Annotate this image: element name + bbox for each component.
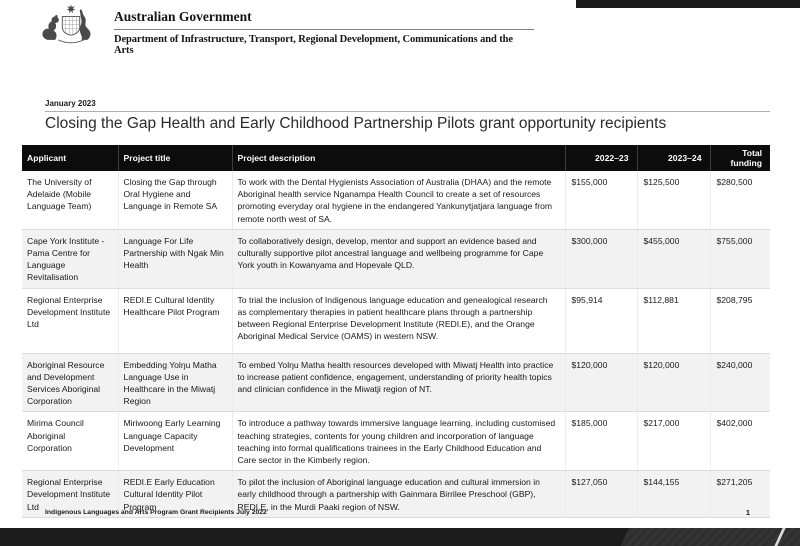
funding-2023-24-cell: $120,000 [637,353,710,412]
date-label: January 2023 [45,99,96,108]
funding-2022-23-cell: $300,000 [565,229,637,288]
funding-2023-24-cell: $125,500 [637,171,710,229]
government-title: Australian Government [114,9,534,30]
funding-2022-23-cell: $185,000 [565,412,637,471]
table-header-row [22,145,770,171]
applicant-cell: Regional Enterprise Development Institute Ltd [22,288,118,353]
applicant-cell: Aboriginal Resource and Development Services Aboriginal Corporation [22,353,118,412]
project-description-cell: To embed Yolŋu Matha health resources developed with Miwatj Health into practice to increase patient confidence, engagement, understanding of priority health topics and clinician confidence in the Miwatji region of NT. [232,353,565,412]
total-funding-cell: $240,000 [710,353,770,412]
government-header [36,3,534,57]
page-title: Closing the Gap Health and Early Childhood Partnership Pilots grant opportunity recipients [45,115,667,132]
total-funding-cell: $280,500 [710,171,770,229]
bottom-accent-bar [0,528,800,546]
funding-2022-23-cell: $155,000 [565,171,637,229]
table-row [22,288,770,353]
footer-document-reference: Indigenous Languages and Arts Program Grant Recipients July 2022 [45,509,267,516]
funding-2022-23-cell: $120,000 [565,353,637,412]
header-rule [45,111,770,112]
column-header-2022-23: 2022–23 [565,145,637,171]
total-funding-cell: $271,205 [710,471,770,518]
shield-icon [62,17,80,36]
page-number: 1 [745,508,750,517]
emu-icon [80,9,91,39]
total-funding-cell: $402,000 [710,412,770,471]
department-name: Department of Infrastructure, Transport, Regional Development, Communications and the Arts [114,34,513,56]
project-title-cell: REDI.E Early Education Cultural Identity Pilot Program [118,471,232,518]
commonwealth-star-icon [66,4,75,13]
total-funding-cell: $208,795 [710,288,770,353]
project-description-cell: To collaboratively design, develop, mentor and support an evidence based and culturally supportive pilot ancestral language and wellbeing programme for Cape York youth in Kowanyama and Hopevale QLD. [232,229,565,288]
coat-of-arms-icon [36,3,106,57]
table-row [22,229,770,288]
project-title-cell: Closing the Gap through Oral Hygiene and Language in Remote SA [118,171,232,229]
column-header-2023-24: 2023–24 [637,145,710,171]
table-row [22,353,770,412]
total-funding-cell: $755,000 [710,229,770,288]
table-row [22,171,770,229]
government-header-text [114,3,534,56]
project-description-cell: To pilot the inclusion of Aboriginal language education and cultural immersion in early childhood through a partnership with Gainmara Birrilee Preschool (GBP), REDI.E, in the Murdi Paaki region of NSW. [232,471,565,518]
funding-2023-24-cell: $217,000 [637,412,710,471]
grant-recipients-table [22,145,770,518]
top-right-accent-bar [576,0,800,8]
applicant-cell: Mirima Council Aboriginal Corporation [22,412,118,471]
project-description-cell: To introduce a pathway towards immersive language learning, including customised teaching strategies, contents for young children and incorporation of language teaching into formal qualifications trainees in the Early Childhood Education and Care sector in the Kimberly region. [232,412,565,471]
applicant-cell: Regional Enterprise Development Institute Ltd [22,471,118,518]
column-header-project-title: Project title [118,145,232,171]
column-header-applicant: Applicant [22,145,118,171]
project-description-cell: To work with the Dental Hygienists Association of Australia (DHAA) and the remote Aboriginal health service Nganampa Health Council to create a set of resources promoting everyday oral hygiene in the endangered Yankunytjatjara language from remote north west of SA. [232,171,565,229]
funding-2023-24-cell: $144,155 [637,471,710,518]
applicant-cell: The University of Adelaide (Mobile Language Team) [22,171,118,229]
column-header-project-description: Project description [232,145,565,171]
project-title-cell: REDI.E Cultural Identity Healthcare Pilot Program [118,288,232,353]
funding-2022-23-cell: $95,914 [565,288,637,353]
scroll-flourish [58,40,84,43]
project-title-cell: Miriwoong Early Learning Language Capacity Development [118,412,232,471]
kangaroo-icon [42,15,58,40]
table-row [22,412,770,471]
funding-2022-23-cell: $127,050 [565,471,637,518]
column-header-total-funding: Total funding [710,145,770,171]
funding-2023-24-cell: $455,000 [637,229,710,288]
project-title-cell: Embedding Yolŋu Matha Language Use in Healthcare in the Miwatj Region [118,353,232,412]
bottom-bar-texture [619,528,800,546]
project-title-cell: Language For Life Partnership with Ngak Min Health [118,229,232,288]
funding-2023-24-cell: $112,881 [637,288,710,353]
project-description-cell: To trial the inclusion of Indigenous language education and genealogical research as complementary therapies in patient healthcare plans through a partnership between Regional Enterprise Development Institute (REDI.E), and the Orange Aboriginal Medical Service (OAMS) in western NSW. [232,288,565,353]
applicant-cell: Cape York Institute - Pama Centre for Language Revitalisation [22,229,118,288]
